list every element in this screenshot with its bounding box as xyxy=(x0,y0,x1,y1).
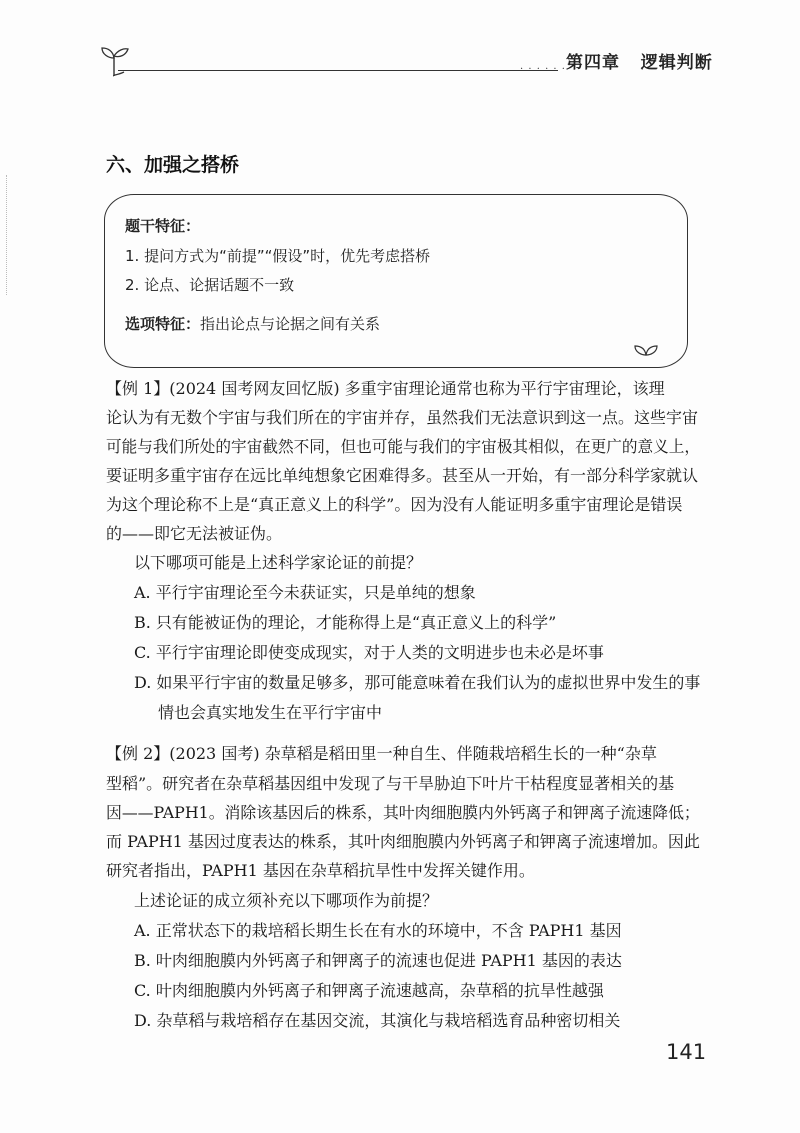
example-1-line: 可能与我们所处的宇宙截然不同，但也可能与我们的宇宙极其相似，在更广的意义上， xyxy=(106,437,701,456)
example-1-option: A. 平行宇宙理论至今未获证实，只是单纯的想象 xyxy=(134,583,476,602)
leaf-sprout-icon xyxy=(98,42,130,78)
example-1-line: 的——即它无法被证伪。 xyxy=(106,524,283,543)
stem-feature-label: 题干特征： xyxy=(125,217,201,235)
example-2-line: 【例 2】(2023 国考) 杂草稻是稻田里一种自生、伴随栽培稻生长的一种“杂草 xyxy=(106,744,657,763)
example-2-option: A. 正常状态下的栽培稻长期生长在有水的环境中，不含 PAPH1 基因 xyxy=(134,921,622,940)
feature-box xyxy=(104,194,688,368)
chapter-header xyxy=(566,48,713,73)
chapter-number: 第四章 xyxy=(566,53,620,73)
example-2-option: B. 叶肉细胞膜内外钙离子和钾离子的流速也促进 PAPH1 基因的表达 xyxy=(134,951,622,970)
margin-dots xyxy=(6,175,9,295)
page-number: 141 xyxy=(666,1040,707,1064)
example-1-question: 以下哪项可能是上述科学家论证的前提？ xyxy=(134,553,423,572)
example-2-option: D. 杂草稻与栽培稻存在基因交流，其演化与栽培稻选育品种密切相关 xyxy=(134,1011,621,1030)
example-2-question: 上述论证的成立须补充以下哪项作为前提？ xyxy=(134,891,439,910)
example-1-option: D. 如果平行宇宙的数量足够多，那可能意味着在我们认为的虚拟世界中发生的事 xyxy=(134,673,701,692)
stem-feature-item: 1. 提问方式为“前提”“假设”时，优先考虑搭桥 xyxy=(125,247,431,265)
example-1-line: 为这个理论称不上是“真正意义上的科学”。因为没有人能证明多重宇宙理论是错误 xyxy=(106,495,683,514)
example-1-line: 论认为有无数个宇宙与我们所在的宇宙并存，虽然我们无法意识到这一点。这些宇宙 xyxy=(106,408,699,427)
option-feature-label: 选项特征： xyxy=(125,315,201,333)
option-feature-text: 指出论点与论据之间有关系 xyxy=(200,315,381,333)
example-1-option: B. 只有能被证伪的理论，才能称得上是“真正意义上的科学” xyxy=(134,613,557,632)
example-2-line: 而 PAPH1 基因过度表达的株系，其叶肉细胞膜内外钙离子和钾离子流速增加。因此 xyxy=(106,832,700,851)
example-1-option-continued: 情也会真实地发生在平行宇宙中 xyxy=(158,703,383,722)
example-1-line: 要证明多重宇宙存在远比单纯想象它困难得多。甚至从一开始，有一部分科学家就认 xyxy=(106,466,699,485)
example-2-line: 研究者指出，PAPH1 基因在杂草稻抗旱性中发挥关键作用。 xyxy=(106,861,535,880)
leaves-icon xyxy=(633,341,659,357)
section-title: 六、加强之搭桥 xyxy=(106,154,240,176)
chapter-subject: 逻辑判断 xyxy=(640,53,713,73)
header-rule xyxy=(118,70,558,71)
option-feature xyxy=(125,313,380,334)
example-1-option: C. 平行宇宙理论即使变成现实，对于人类的文明进步也未必是坏事 xyxy=(134,643,604,662)
stem-feature-item: 2. 论点、论据话题不一致 xyxy=(125,276,295,294)
example-2-line: 因——PAPH1。消除该基因后的株系，其叶肉细胞膜内外钙离子和钾离子流速降低； xyxy=(106,803,700,822)
example-2-line: 型稻”。研究者在杂草稻基因组中发现了与干旱胁迫下叶片干枯程度显著相关的基 xyxy=(106,774,675,793)
example-2-option: C. 叶肉细胞膜内外钙离子和钾离子流速越高，杂草稻的抗旱性越强 xyxy=(134,981,604,1000)
header-dots: · · · · · · xyxy=(520,64,566,75)
example-1-line: 【例 1】(2024 国考网友回忆版) 多重宇宙理论通常也称为平行宇宙理论，该理 xyxy=(106,379,665,398)
